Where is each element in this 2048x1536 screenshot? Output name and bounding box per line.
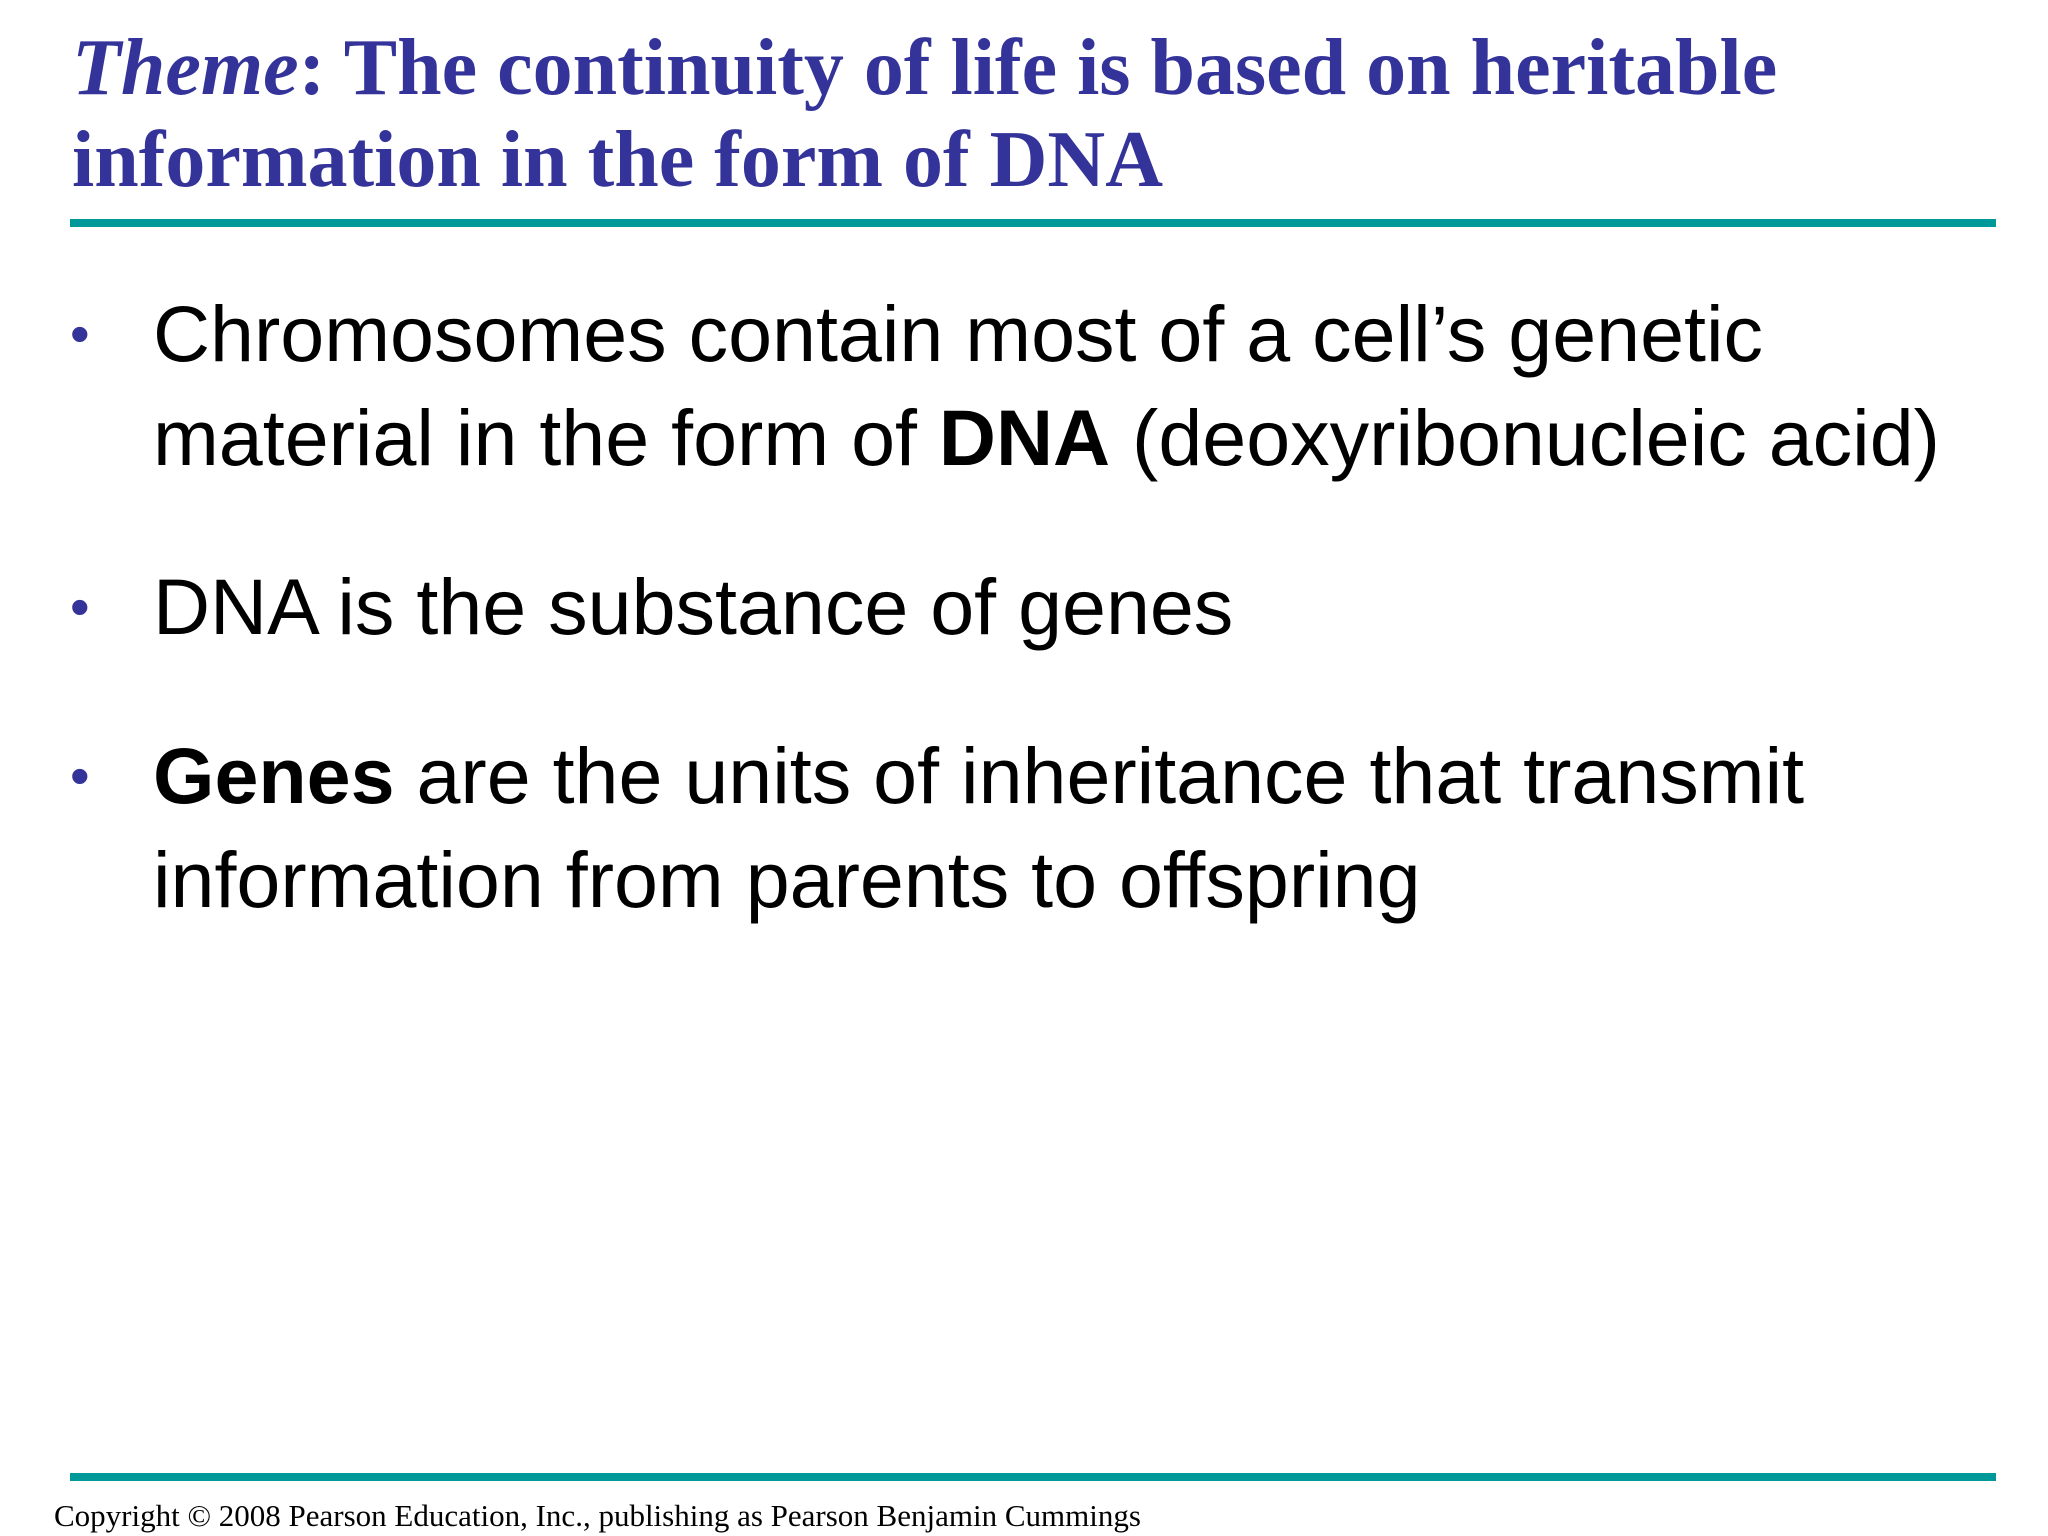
bullet-text: Chromosomes contain most of a cell’s genetic material in the form of	[153, 289, 1764, 482]
bullet-marker: •	[70, 744, 90, 807]
footer-divider	[70, 1473, 1996, 1481]
bullet-bold-term: DNA	[938, 393, 1111, 482]
bullet-bold-term: Genes	[153, 731, 395, 820]
title-text: : The continuity of life is based on heritable information in the form of DNA	[72, 24, 1778, 204]
bullet-text: (deoxyribonucleic acid)	[1110, 393, 1940, 482]
bullet-marker: •	[70, 302, 90, 365]
slide-title	[72, 22, 2002, 206]
bullet-text: are the units of inheritance that transmit information from parents to offspring	[153, 731, 1805, 924]
bullet-text: DNA is the substance of genes	[153, 562, 1234, 651]
bullet-item-chromosomes	[70, 282, 1970, 490]
bullet-marker: •	[70, 575, 90, 638]
copyright-notice: Copyright © 2008 Pearson Education, Inc., publishing as Pearson Benjamin Cummings	[54, 1498, 1141, 1533]
bullet-list	[70, 282, 1970, 932]
bullet-item-dna	[70, 555, 1970, 659]
title-divider	[70, 219, 1996, 227]
bullet-item-genes	[70, 724, 1970, 932]
title-theme-word: Theme	[72, 24, 299, 112]
